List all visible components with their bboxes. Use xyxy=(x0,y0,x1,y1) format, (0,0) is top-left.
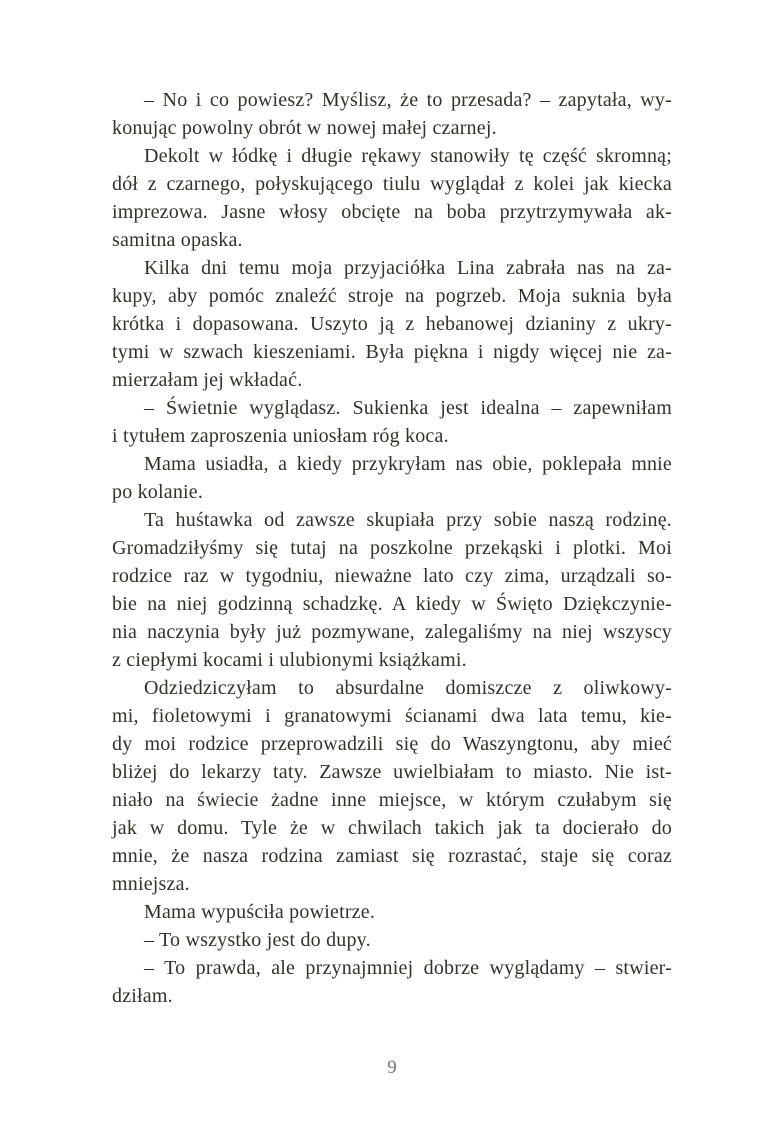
text-line: Odziedziczyłam to absurdalne domiszcze z oliwkowy- xyxy=(144,677,672,699)
paragraph xyxy=(112,254,672,394)
paragraph xyxy=(112,86,672,142)
text-line: krótka i dopasowana. Uszyto ją z hebanowej dzianiny z ukry- xyxy=(112,313,672,335)
paragraph xyxy=(112,926,672,954)
paragraph xyxy=(112,450,672,506)
text-line: – To wszystko jest do dupy. xyxy=(144,929,371,951)
text-line: Mama usiadła, a kiedy przykryłam nas obie, poklepała mnie xyxy=(144,453,672,475)
text-line: – Świetnie wyglądasz. Sukienka jest idealna – zapewniłam xyxy=(144,397,672,419)
text-line: – No i co powiesz? Myślisz, że to przesada? – zapytała, wy- xyxy=(144,89,672,111)
text-line: mierzałam jej wkładać. xyxy=(112,369,303,391)
paragraph xyxy=(112,142,672,254)
text-line: Ta huśtawka od zawsze skupiała przy sobie naszą rodzinę. xyxy=(144,509,672,531)
text-line: – To prawda, ale przynajmniej dobrze wyglądamy – stwier- xyxy=(144,957,672,979)
text-line: niało na świecie żadne inne miejsce, w którym czułabym się xyxy=(112,789,672,811)
text-line: po kolanie. xyxy=(112,481,204,503)
text-line: z ciepłymi kocami i ulubionymi książkami. xyxy=(112,649,467,671)
text-line: samitna opaska. xyxy=(112,229,243,251)
paragraph xyxy=(112,898,672,926)
page-text xyxy=(112,86,672,1010)
text-line: Kilka dni temu moja przyjaciółka Lina zabrała nas na za- xyxy=(144,257,672,279)
text-line: dy moi rodzice przeprowadzili się do Waszyngtonu, aby mieć xyxy=(112,733,672,755)
text-line: Gromadziłyśmy się tutaj na poszkolne przekąski i plotki. Moi xyxy=(112,537,672,559)
text-line: kupy, aby pomóc znaleźć stroje na pogrzeb. Moja suknia była xyxy=(112,285,672,307)
text-line: mi, fioletowymi i granatowymi ścianami dwa lata temu, kie- xyxy=(112,705,672,727)
text-line: rodzice raz w tygodniu, nieważne lato czy zima, urządzali so- xyxy=(112,565,672,587)
paragraph xyxy=(112,506,672,674)
text-line: tymi w szwach kieszeniami. Była piękna i nigdy więcej nie za- xyxy=(112,341,672,363)
text-line: nia naczynia były już pozmywane, zalegaliśmy na niej wszyscy xyxy=(112,621,672,643)
text-line: konując powolny obrót w nowej małej czarnej. xyxy=(112,117,497,139)
text-line: bliżej do lekarzy taty. Zawsze uwielbiałam to miasto. Nie ist- xyxy=(112,761,672,783)
text-line: jak w domu. Tyle że w chwilach takich jak ta docierało do xyxy=(112,817,672,839)
paragraph xyxy=(112,954,672,1010)
page-number: 9 xyxy=(387,1057,397,1078)
text-line: imprezowa. Jasne włosy obcięte na boba przytrzymywała ak- xyxy=(112,201,672,223)
text-line: mniejsza. xyxy=(112,873,190,895)
text-line: dziłam. xyxy=(112,985,173,1007)
paragraph xyxy=(112,674,672,898)
text-line: bie na niej godzinną schadzkę. A kiedy w Święto Dziękczynie- xyxy=(112,593,672,615)
paragraph xyxy=(112,394,672,450)
text-line: dół z czarnego, połyskującego tiulu wyglądał z kolei jak kiecka xyxy=(112,173,672,195)
text-line: Mama wypuściła powietrze. xyxy=(144,901,376,923)
text-line: Dekolt w łódkę i długie rękawy stanowiły tę część skromną; xyxy=(144,145,672,167)
text-line: mnie, że nasza rodzina zamiast się rozrastać, staje się coraz xyxy=(112,845,672,867)
text-line: i tytułem zaproszenia uniosłam róg koca. xyxy=(112,425,449,447)
